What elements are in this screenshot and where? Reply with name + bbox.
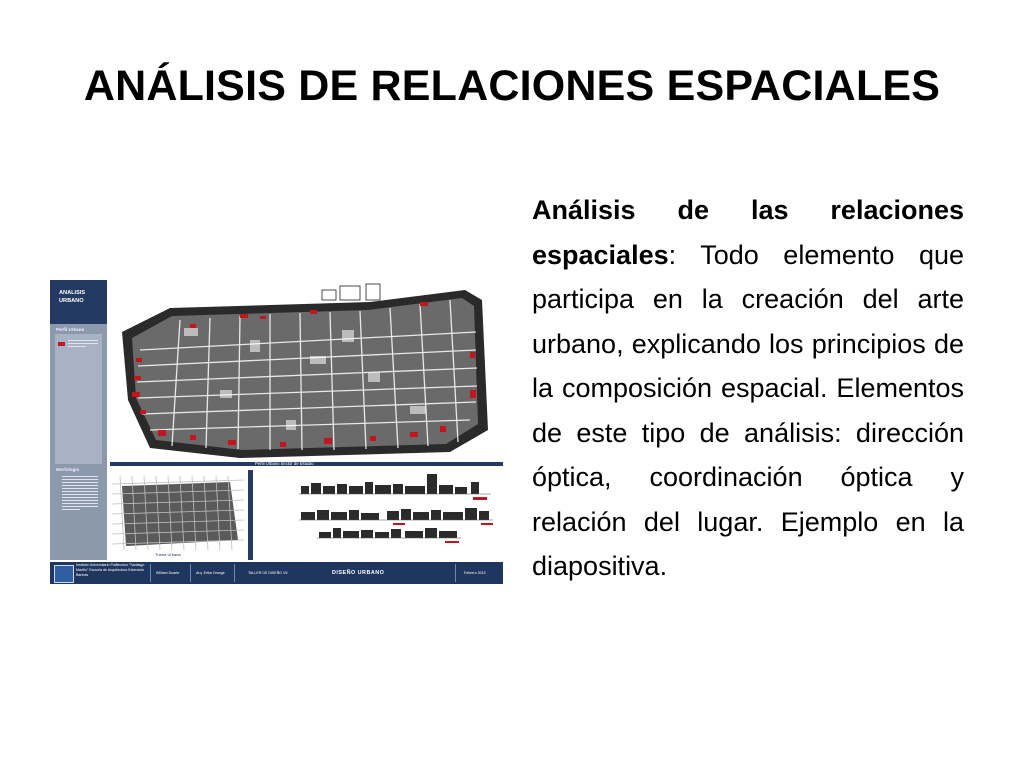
poster-section-morfologia: Morfologia xyxy=(56,467,79,472)
body-bold-term: Análisis de las relaciones espaciales xyxy=(532,195,964,270)
perfil-band-label: Perfil Urbano Sector de Estudio xyxy=(255,461,314,466)
legend-swatch-red xyxy=(58,342,65,346)
footer-divider xyxy=(455,564,456,582)
footer-course: DISEÑO URBANO xyxy=(332,570,385,576)
footer-divider xyxy=(190,564,191,582)
slide-body-text xyxy=(532,188,964,589)
body-description: : Todo elemento que participa en la creación del arte urbano, explicando los principios de la composición espacial. Elementos de este tipo de análisis: dirección óptica, coordinación óptica y relación del lugar. Ejemplo en la diapositiva. xyxy=(532,239,964,581)
slide-title: ANÁLISIS DE RELACIONES ESPACIALES xyxy=(83,62,941,110)
poster-sidebar xyxy=(50,280,107,560)
urban-grid-plan xyxy=(112,476,244,550)
poster-footer xyxy=(50,562,503,584)
legend-text-lines xyxy=(68,340,98,349)
footer-institution: Instituto Universitario Politécnico "Santiago Mariño" Escuela de Arquitectura Extensión Barinas xyxy=(76,563,145,577)
urban-analysis-poster xyxy=(50,280,503,585)
footer-subject: TALLER DE DISEÑO VII xyxy=(248,571,288,575)
urban-map xyxy=(110,280,503,460)
footer-divider xyxy=(150,564,151,582)
street-elevations xyxy=(255,468,503,560)
footer-date: Febrero 2015 xyxy=(464,571,486,575)
poster-section-perfil: Perfil Urbano xyxy=(56,327,85,332)
elevation-band xyxy=(248,470,253,560)
poster-sidebar-header xyxy=(50,280,107,324)
morfologia-text-lines xyxy=(62,476,98,512)
poster-sidebar-block xyxy=(55,334,102,464)
footer-divider xyxy=(234,564,235,582)
footer-student: William Duarte xyxy=(156,571,180,575)
university-logo-icon xyxy=(54,565,74,583)
grid-caption: Trama Urbana xyxy=(155,552,181,557)
footer-tutor: Arq. Erika Orange xyxy=(196,571,225,575)
poster-sidebar-title: ANALISIS URBANO xyxy=(59,290,86,304)
